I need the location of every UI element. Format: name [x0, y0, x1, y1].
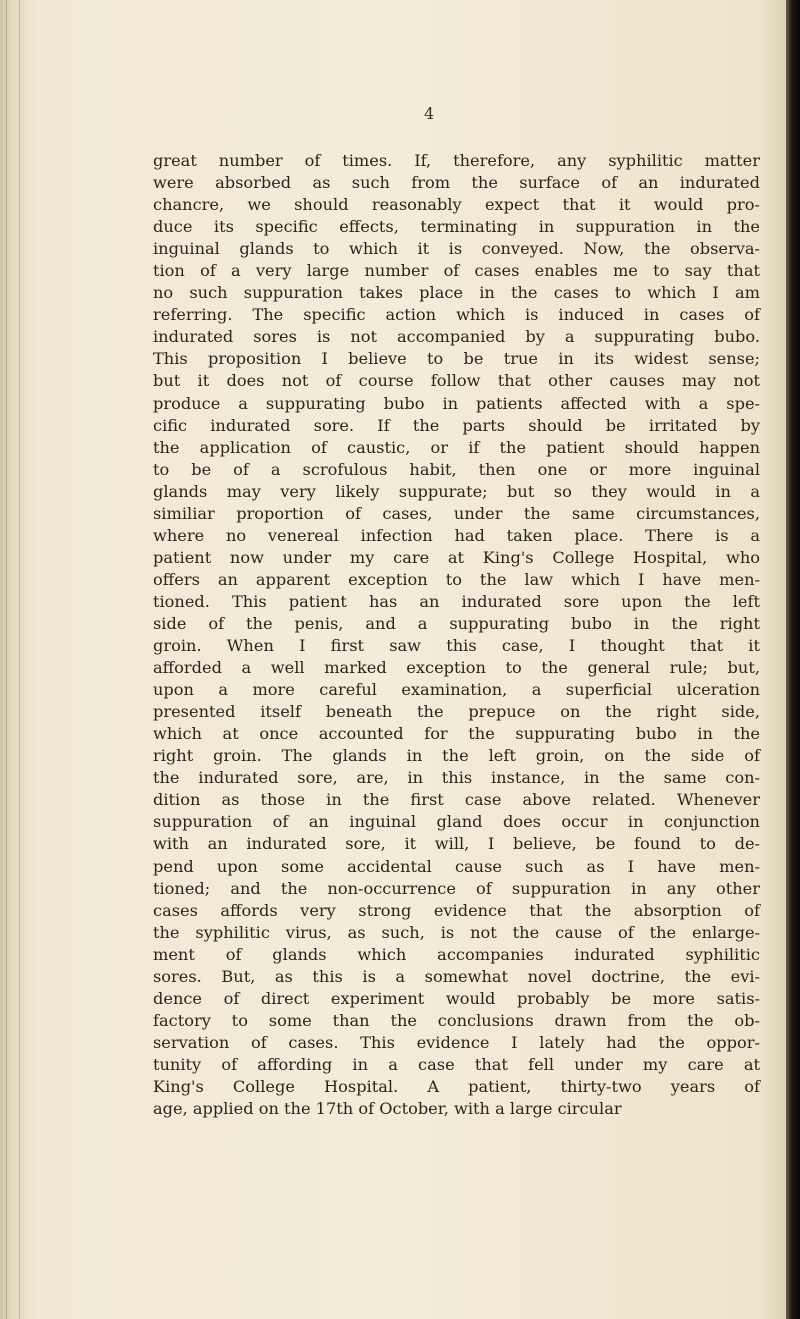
text-line: factory to some than the conclusions drawn from the ob-: [153, 1010, 760, 1030]
text-line: suppuration of an inguinal gland does occur in conjunction: [153, 812, 760, 832]
text-line: referring. The specific action which is induced in cases of: [153, 305, 760, 325]
text-line: but it does not of course follow that other causes may not: [153, 371, 760, 391]
text-line: cific indurated sore. If the parts should be irritated by: [153, 415, 760, 435]
text-line: age, applied on the 17th of October, with a large circular: [153, 1099, 622, 1119]
text-line: pend upon some accidental cause such as I have men-: [153, 856, 760, 876]
page-left-edge: [0, 0, 28, 1319]
text-line: to be of a scrofulous habit, then one or more inguinal: [153, 459, 760, 479]
text-line: which at once accounted for the suppurating bubo in the: [153, 724, 760, 744]
text-line: the indurated sore, are, in this instance, in the same con-: [153, 768, 760, 788]
text-line: presented itself beneath the prepuce on the right side,: [153, 702, 760, 722]
text-line: tunity of affording in a case that fell under my care at: [153, 1054, 760, 1074]
text-line: great number of times. If, therefore, any syphilitic matter: [153, 151, 760, 170]
body-text: [153, 150, 760, 1120]
text-line: where no venereal infection had taken place. There is a: [153, 525, 760, 545]
text-line: the syphilitic virus, as such, is not the cause of the enlarge-: [153, 922, 760, 942]
page-edge-line: [19, 0, 20, 1319]
text-line: right groin. The glands in the left groin, on the side of: [153, 746, 760, 766]
text-line: This proposition I believe to be true in its widest sense;: [153, 349, 760, 369]
text-line: patient now under my care at King's College Hospital, who: [153, 547, 760, 567]
text-line: upon a more careful examination, a superficial ulceration: [153, 680, 760, 700]
text-line: King's College Hospital. A patient, thirty-two years of: [153, 1076, 760, 1096]
book-gutter-shadow: [786, 0, 800, 1319]
text-line: tioned. This patient has an indurated sore upon the left: [153, 591, 760, 611]
text-line: inguinal glands to which it is conveyed. Now, the observa-: [153, 239, 760, 259]
text-line: cases affords very strong evidence that the absorption of: [153, 900, 760, 920]
text-line: sores. But, as this is a somewhat novel doctrine, the evi-: [153, 966, 760, 986]
text-line: duce its specific effects, terminating in suppuration in the: [153, 217, 760, 237]
text-line: produce a suppurating bubo in patients affected with a spe-: [153, 393, 760, 413]
text-line: glands may very likely suppurate; but so they would in a: [153, 481, 760, 501]
text-line: indurated sores is not accompanied by a suppurating bubo.: [153, 327, 760, 347]
text-line: groin. When I first saw this case, I thought that it: [153, 636, 760, 656]
page-edge-line: [6, 0, 7, 1319]
text-line: were absorbed as such from the surface of an indurated: [153, 173, 760, 193]
text-line: no such suppuration takes place in the cases to which I am: [153, 283, 760, 303]
text-line: chancre, we should reasonably expect that it would pro-: [153, 195, 760, 215]
text-line: the application of caustic, or if the patient should happen: [153, 437, 760, 457]
text-line: servation of cases. This evidence I lately had the oppor-: [153, 1032, 760, 1052]
text-line: afforded a well marked exception to the general rule; but,: [153, 658, 760, 678]
text-line: offers an apparent exception to the law which I have men-: [153, 569, 760, 589]
page-number: 4: [424, 104, 435, 123]
text-line: dition as those in the first case above related. Whenever: [153, 790, 760, 810]
text-line: side of the penis, and a suppurating bubo in the right: [153, 613, 760, 633]
text-line: similiar proportion of cases, under the same circumstances,: [153, 503, 760, 523]
text-line: ment of glands which accompanies indurated syphilitic: [153, 944, 760, 964]
text-line: dence of direct experiment would probably be more satis-: [153, 988, 760, 1008]
text-line: tioned; and the non-occurrence of suppuration in any other: [153, 878, 760, 898]
text-line: with an indurated sore, it will, I believe, be found to de-: [153, 834, 760, 854]
text-line: tion of a very large number of cases enables me to say that: [153, 261, 760, 281]
